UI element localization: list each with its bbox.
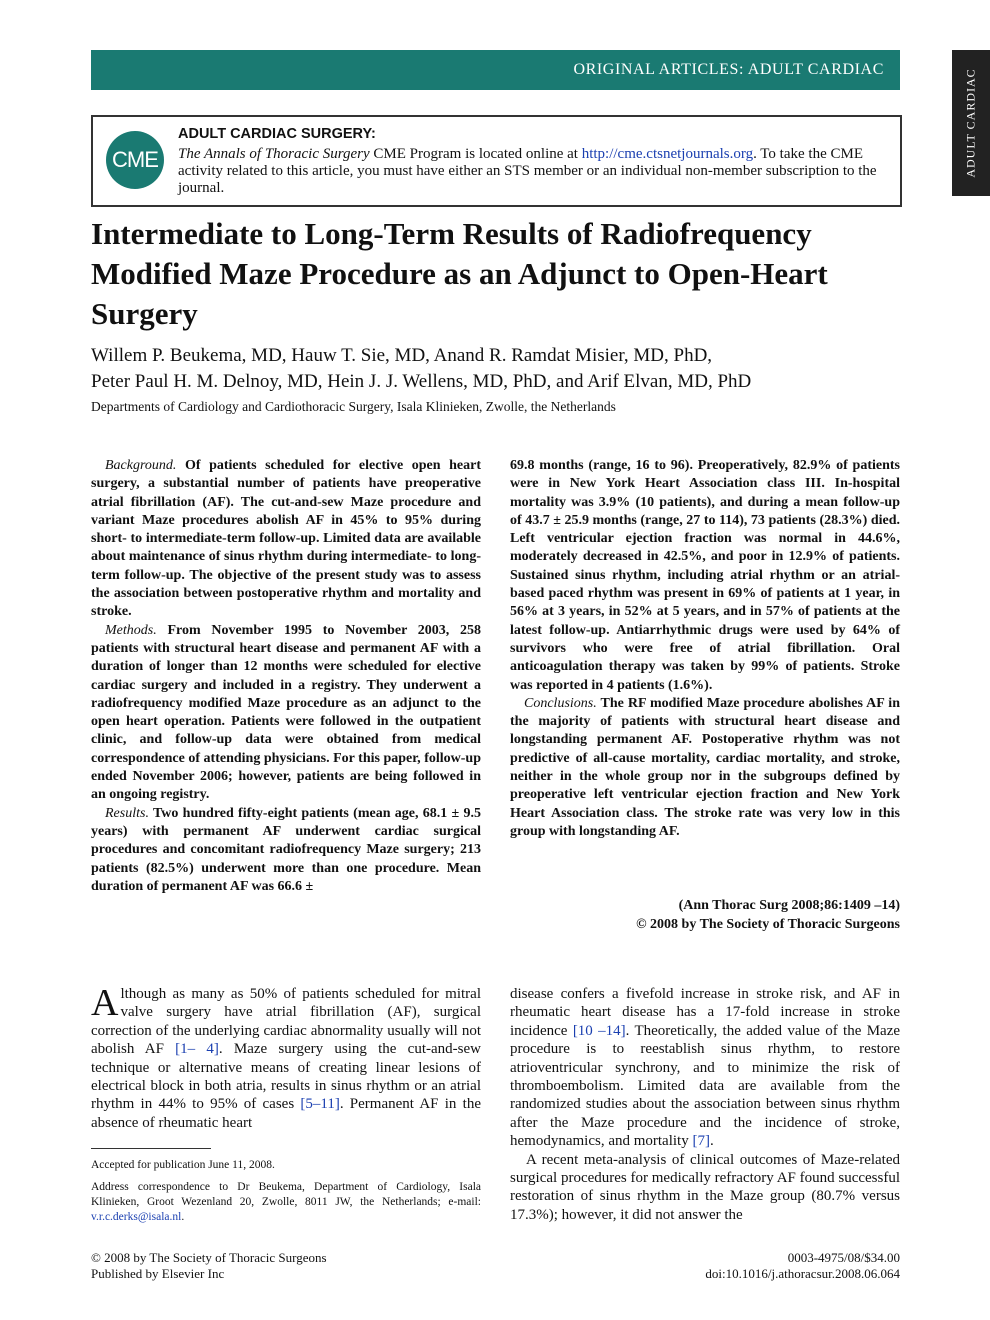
- abstract-results: [91, 805, 481, 896]
- abstract-right: [510, 457, 900, 841]
- footnote-rule: [91, 1148, 211, 1149]
- cme-link[interactable]: http://cme.ctsnetjournals.org: [581, 146, 754, 162]
- address-text: Address correspondence to Dr Beukema, Department of Cardiology, Isala Klinieken, Groot Wezenland 20, Zwolle, 8011 JW, the Netherlands; e-mail:: [91, 1181, 481, 1208]
- footer-left: [91, 1250, 327, 1282]
- banner-label: ORIGINAL ARTICLES: ADULT CARDIAC: [573, 61, 884, 78]
- footer-doi: doi:10.1016/j.athoracsur.2008.06.064: [705, 1266, 900, 1281]
- p1-b: . Maze surgery using the cut-and-sew technique or alternative means of creating linear lesions of electrical block in both atria, results in sinus rhythm or an atrial rhythm in 44% to 95% of cases: [91, 1041, 481, 1113]
- reference-link[interactable]: [1– 4]: [175, 1041, 219, 1058]
- results-label: Results.: [105, 805, 149, 821]
- author-list: [91, 343, 911, 395]
- footnote-accepted: Accepted for publication June 11, 2008.: [91, 1159, 275, 1171]
- abstract-results-cont: 69.8 months (range, 16 to 96). Preoperatively, 82.9% of patients were in New York Heart Association class III. In-hospital mortality was 3.9% (10 patients), and during a mean follow-up of 43.7 ± 25.9 months (range, 27 to 114), 73 patients (28.3%) died. Left ventricular ejection fraction was normal in 44.6%, moderately decreased in 42.5%, and poor in 12.9% of patients. Sustained sinus rhythm, including atrial rhythm or an atrial-based paced rhythm was present in 69% of patients at 1 year, in 56% at 3 years, in 52% at 5 years, and in 57% of patients at the latest follow-up. Antiarrhythmic drugs were used by 64% of survivors who were free of atrial fibrillation. Oral anticoagulation therapy was taken by 99% of patients. Stroke was reported in 4 patients (1.6%).: [510, 458, 900, 693]
- abstract-left: [91, 457, 481, 896]
- authors-line1: Willem P. Beukema, MD, Hauw T. Sie, MD, Anand R. Ramdat Misier, MD, PhD,: [91, 345, 713, 366]
- conclusions-text: The RF modified Maze procedure abolishes AF in the majority of patients with structural heart disease and longstanding permanent AF. Postoperative rhythm was not predictive of all-cause mortality, cardiac mortality, and stroke, neither in the whole group nor in the subgroups defined by preoperative left ventricular ejection fraction and New York Heart Association class. The stroke rate was very low in this group with longstanding AF.: [510, 695, 900, 839]
- background-text: Of patients scheduled for elective open heart surgery, a substantial number of patients have preoperative atrial fibrillation (AF). The cut-and-sew Maze procedure and variant Maze procedures abolish AF in 45% to 95% during short- to intermediate-term follow-up. Limited data are available about maintenance of sinus rhythm during intermediate- to long-term follow-up. The objective of the present study was to assess the association between postoperative rhythm and mortality and stroke.: [91, 458, 481, 620]
- dropcap: A: [91, 982, 119, 1024]
- abstract-background: [91, 457, 481, 622]
- background-label: Background.: [105, 458, 177, 473]
- footer-copyright: © 2008 by The Society of Thoracic Surgeons: [91, 1250, 327, 1265]
- cme-text: [178, 146, 878, 197]
- abstract-methods: [91, 622, 481, 805]
- methods-text: From November 1995 to November 2003, 258 patients with structural heart disease and permanent AF with a duration of longer than 12 months were scheduled for elective cardiac surgery and included in a registry. They underwent a radiofrequency modified Maze procedure as an adjunct to the open heart operation. Patients were followed in the outpatient clinic, and follow-up data were obtained from medical correspondence of attending physicians. For this paper, follow-up ended November 2006; however, patients are being followed in an ongoing registry.: [91, 622, 481, 803]
- side-tab-label: ADULT CARDIAC: [963, 68, 978, 178]
- affiliation: Departments of Cardiology and Cardiothoracic Surgery, Isala Klinieken, Zwolle, the Netherlands: [91, 399, 616, 414]
- body-paragraph-2: [510, 985, 900, 1151]
- abstract-conclusions: [510, 695, 900, 841]
- footer-issn: 0003-4975/08/$34.00: [787, 1250, 900, 1265]
- authors-line2: Peter Paul H. M. Delnoy, MD, Hein J. J. Wellens, MD, PhD, and Arif Elvan, MD, PhD: [91, 371, 752, 392]
- results-text-a: Two hundred fifty-eight patients (mean age, 68.1 ± 9.5 years) with permanent AF underwent cardiac surgical procedures and concomitant radiofrequency Maze surgery; 213 patients (82.5%) underwent more than one procedure. Mean duration of permanent AF was 66.6 ±: [91, 805, 481, 894]
- cme-heading: ADULT CARDIAC SURGERY:: [178, 126, 376, 142]
- reference-link[interactable]: [10 –14]: [572, 1022, 626, 1039]
- email-link[interactable]: v.r.c.derks@isala.nl: [91, 1211, 182, 1223]
- body-right: [510, 985, 900, 1224]
- p1-a: lthough as many as 50% of patients scheduled for mitral valve surgery have atrial fibrillation (AF), surgical correction of the underlying cardiac abnormality usually will not abolish AF: [91, 986, 481, 1058]
- cme-text-a: CME Program is located online at: [369, 146, 582, 162]
- p2-c: .: [709, 1133, 714, 1150]
- cme-logo-icon: CME: [106, 131, 164, 189]
- citation: (Ann Thorac Surg 2008;86:1409 –14): [678, 898, 900, 913]
- footer-publisher: Published by Elsevier Inc: [91, 1266, 225, 1281]
- methods-label: Methods.: [105, 622, 157, 638]
- reference-link[interactable]: [5–11]: [300, 1096, 340, 1113]
- conclusions-label: Conclusions.: [524, 695, 597, 711]
- article-title: Intermediate to Long-Term Results of Radiofrequency Modified Maze Procedure as an Adjunct to Open-Heart Surgery: [91, 216, 828, 331]
- side-tab: [952, 50, 990, 196]
- address-end: .: [181, 1211, 185, 1223]
- body-left: [91, 982, 481, 1132]
- cme-journal: The Annals of Thoracic Surgery: [178, 146, 370, 162]
- section-banner: [91, 50, 900, 90]
- footer-right: [600, 1250, 900, 1282]
- p2-b: . Theoretically, the added value of the Maze procedure is to reestablish sinus rhythm, to restore atrioventricular synchrony, and to minimize the risk of thromboembolism. Limited data are available from the randomized studies about the association between sinus rhythm after the Maze procedure and the incidence of stroke, hemodynamics, and mortality: [510, 1022, 901, 1150]
- reference-link[interactable]: [7]: [692, 1133, 710, 1150]
- copyright: © 2008 by The Society of Thoracic Surgeons: [636, 917, 900, 932]
- citation-block: [510, 896, 900, 934]
- footnote-address: [91, 1180, 481, 1225]
- p2-a: disease confers a fivefold increase in stroke risk, and AF in rheumatic heart disease has a 17-fold increase in stroke incidence: [510, 986, 900, 1039]
- body-paragraph-1: [91, 982, 481, 1132]
- p1-c: . Permanent AF in the absence of rheumatic heart: [91, 1096, 481, 1131]
- cme-text-b: . To take the CME activity related to this article, you must have either an STS member or an individual non-member subscription to the journal.: [178, 146, 877, 196]
- body-paragraph-3: A recent meta-analysis of clinical outcomes of Maze-related surgical procedures for medically refractory AF found successful restoration of sinus rhythm in the Maze group (80.7% versus 17.3%); however, it did not answer the: [510, 1151, 901, 1223]
